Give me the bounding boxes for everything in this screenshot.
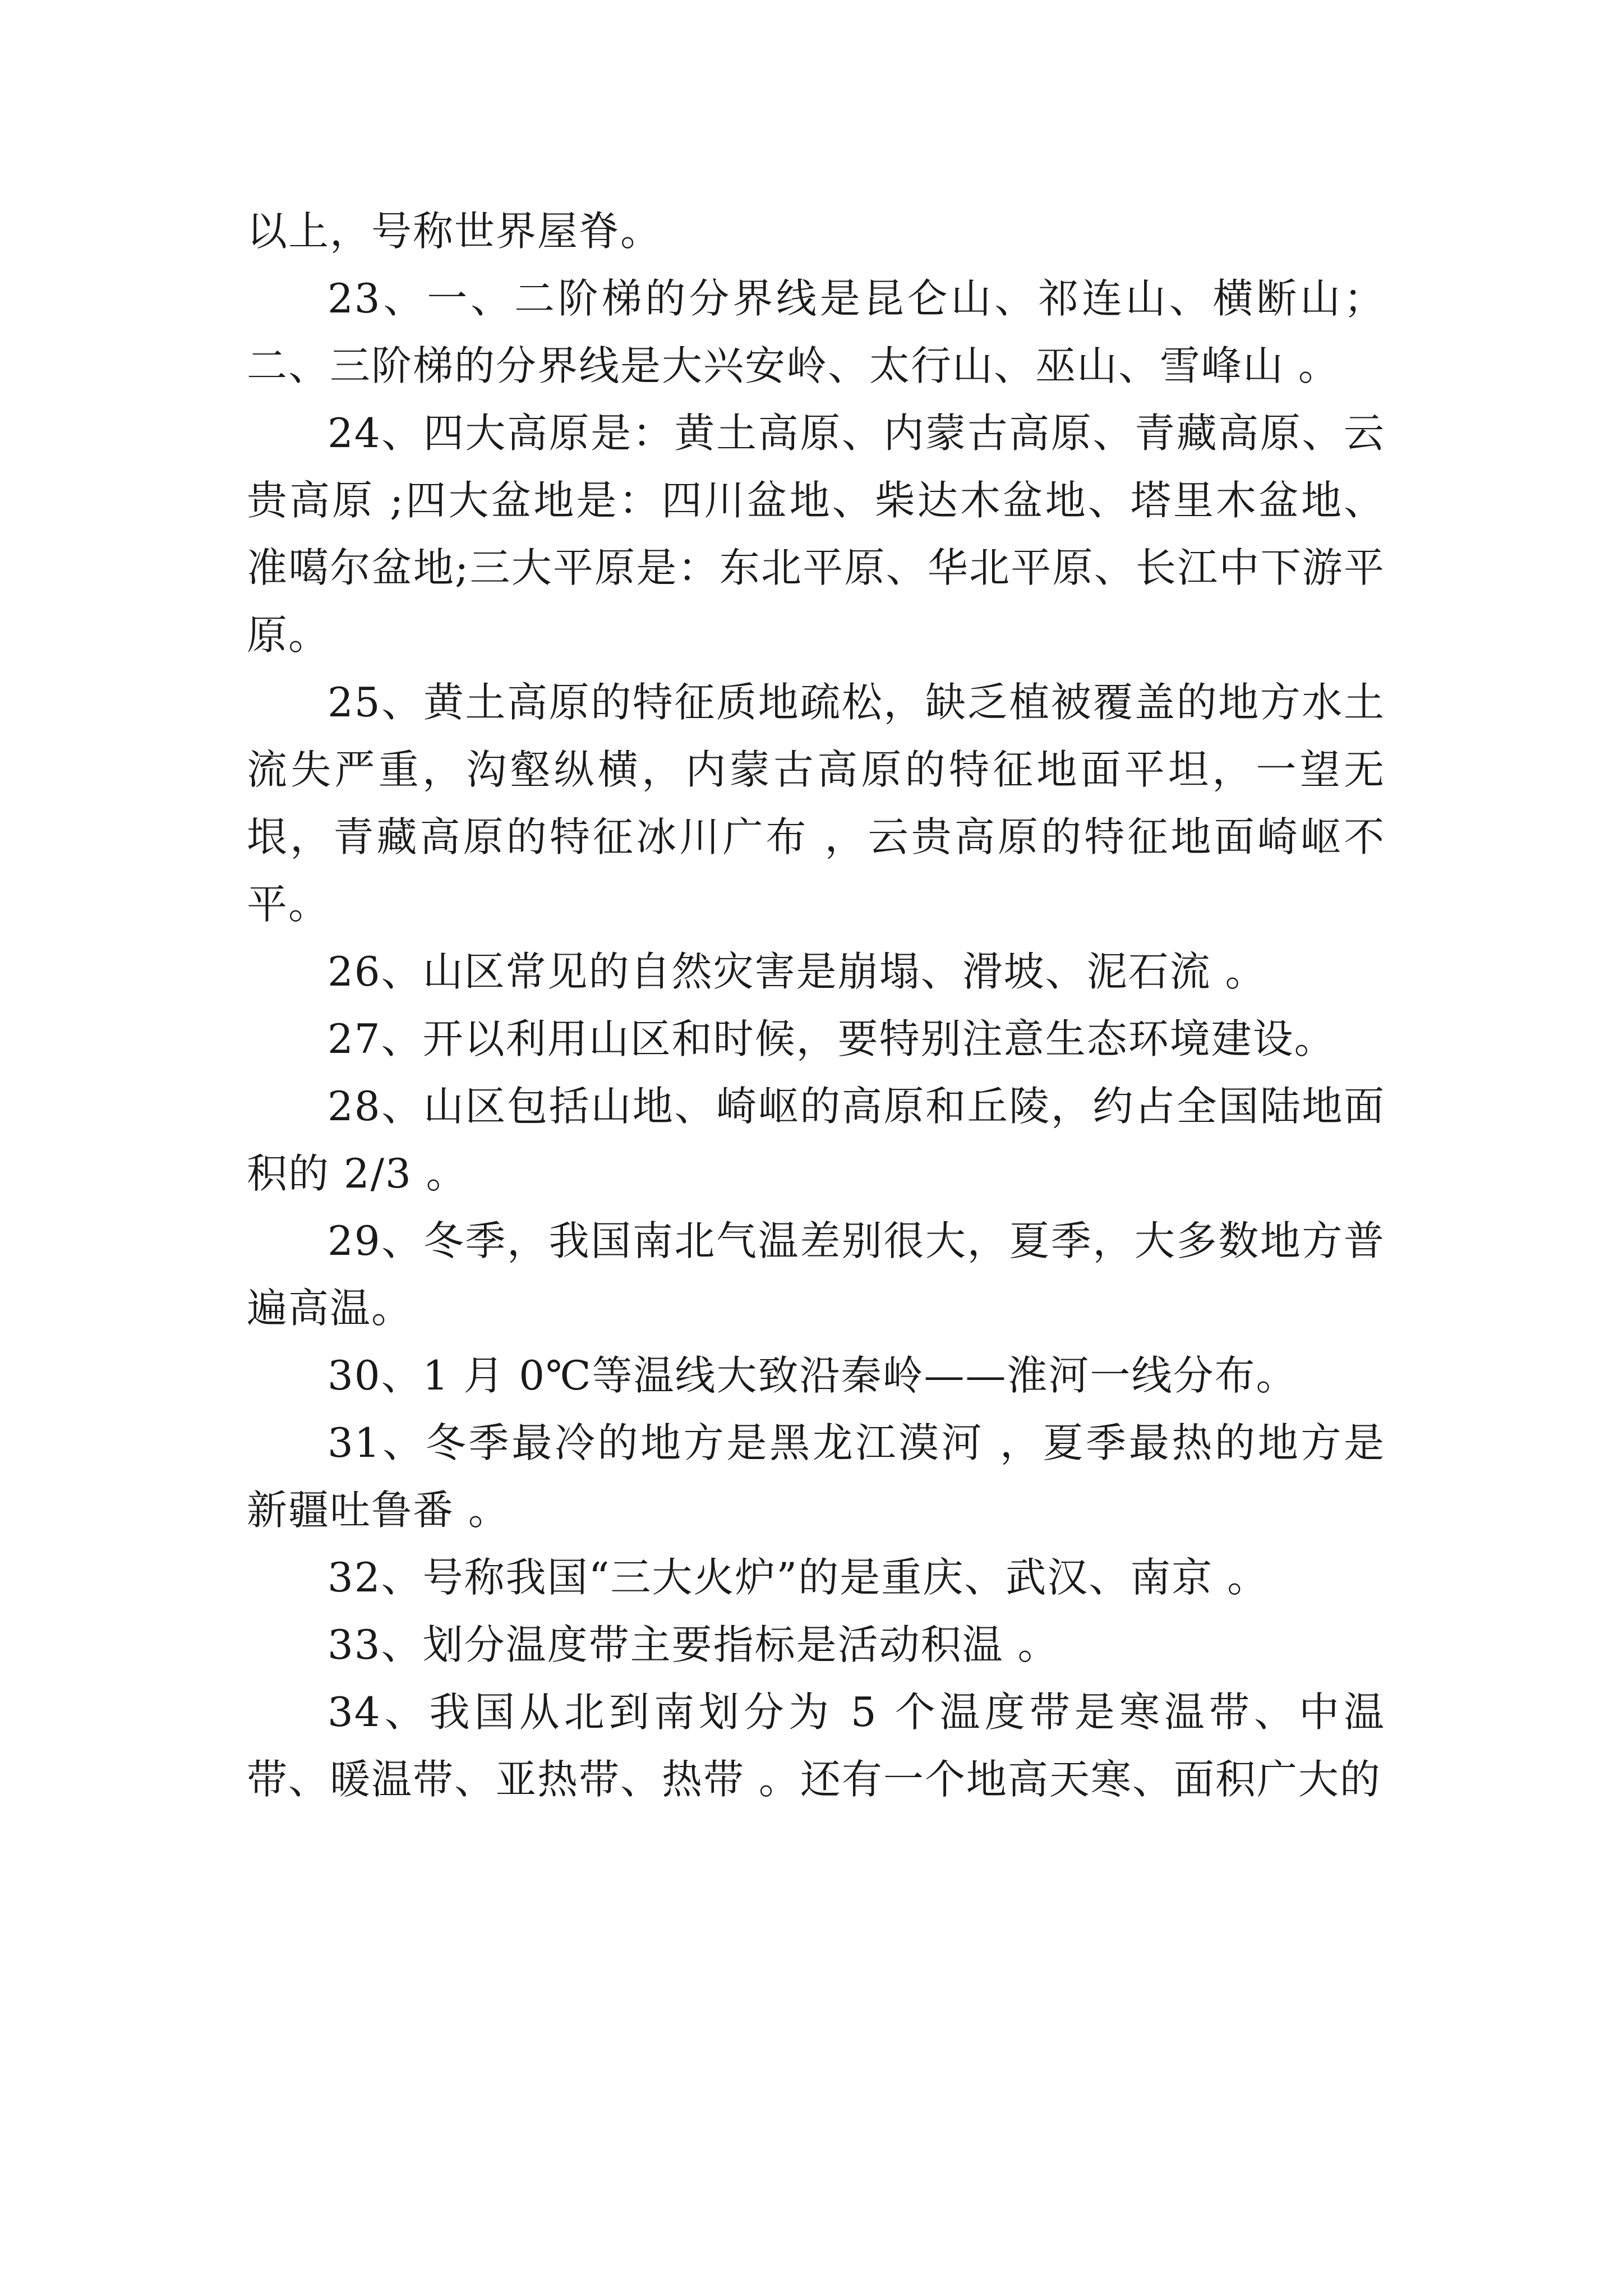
- document-body: [247, 197, 1385, 1813]
- paragraph-continuation: 以上，号称世界屋脊。: [247, 208, 662, 255]
- paragraph-item-24: 24、四大高原是：黄土高原、内蒙古高原、青藏高原、云贵高原 ;四大盆地是：四川盆地、柴达木盆地、塔里木盆地、准噶尔盆地;三大平原是：东北平原、华北平原、长江中下游平原。: [247, 409, 1385, 659]
- paragraph-item-32: 32、号称我国“三大火炉”的是重庆、武汉、南京 。: [328, 1554, 1269, 1601]
- paragraph-item-31: 31、冬季最冷的地方是黑龙江漠河 ，夏季最热的地方是新疆吐鲁番 。: [247, 1419, 1385, 1534]
- paragraph-item-25: 25、黄土高原的特征质地疏松，缺乏植被覆盖的地方水土流失严重，沟壑纵横，内蒙古高原的特征地面平坦，一望无垠，青藏高原的特征冰川广布 ，云贵高原的特征地面崎岖不平。: [247, 679, 1385, 928]
- paragraph-item-27: 27、开以利用山区和时候，要特别注意生态环境建设。: [328, 1015, 1336, 1062]
- paragraph-item-30: 30、1 月 0℃等温线大致沿秦岭——淮河一线分布。: [328, 1352, 1298, 1399]
- paragraph-item-28: 28、山区包括山地、崎岖的高原和丘陵，约占全国陆地面积的 2/3 。: [247, 1083, 1385, 1197]
- paragraph-item-29: 29、冬季，我国南北气温差别很大，夏季，大多数地方普遍高温。: [247, 1217, 1385, 1332]
- paragraph-item-34: 34、我国从北到南划分为 5 个温度带是寒温带、中温带、暖温带、亚热带、热带 。还有一个地高天寒、面积广大的: [247, 1688, 1385, 1803]
- paragraph-item-23: 23、一、二阶梯的分界线是昆仑山、祁连山、横断山；二、三阶梯的分界线是大兴安岭、太行山、巫山、雪峰山 。: [247, 275, 1385, 389]
- paragraph-item-26: 26、山区常见的自然灾害是崩塌、滑坡、泥石流 。: [328, 948, 1267, 995]
- paragraph-item-33: 33、划分温度带主要指标是活动积温 。: [328, 1621, 1059, 1668]
